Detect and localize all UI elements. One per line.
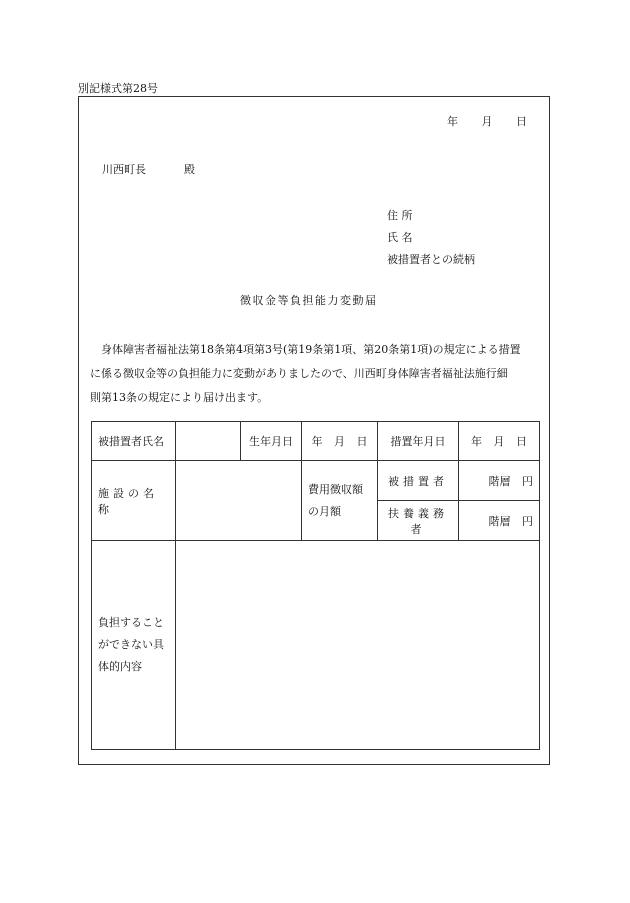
placed-person-fee-field[interactable]: 階層 円 <box>459 461 540 501</box>
monthly-fee-label-line: の月額 <box>308 504 341 518</box>
addressee-honorific: 殿 <box>184 163 195 176</box>
form-number: 別記様式第28号 <box>78 82 158 95</box>
applicant-name-label: 氏 名 <box>387 231 413 244</box>
inability-details-field[interactable] <box>176 541 540 750</box>
monthly-fee-label-line: 費用徴収額 <box>308 482 363 496</box>
person-name-label: 被措置者氏名 <box>92 422 176 461</box>
body-text <box>90 338 536 410</box>
details-table <box>91 421 540 750</box>
body-line: に係る徴収金等の負担能力に変動がありましたので、川西町身体障害者福祉法施行細 <box>90 367 508 380</box>
applicant-address-label: 住 所 <box>387 209 413 222</box>
supporter-label: 扶養義務者 <box>378 501 459 541</box>
birth-date-label: 生年月日 <box>241 422 302 461</box>
document-title: 徴収金等負担能力変動届 <box>240 294 378 307</box>
facility-name-field[interactable] <box>176 461 302 541</box>
applicant-relationship-label: 被措置者との続柄 <box>387 253 475 266</box>
body-line: 則第13条の規定により届け出ます。 <box>90 391 269 404</box>
applicant-block <box>387 205 475 271</box>
body-line: 身体障害者福祉法第18条第4項第3号(第19条第1項、第20条第1項)の規定による措置 <box>90 343 521 356</box>
inability-label-line: 負担すること <box>98 616 164 629</box>
birth-date-field[interactable]: 年 月 日 <box>302 422 378 461</box>
inability-label-line: 体的内容 <box>98 660 142 673</box>
monthly-fee-label <box>302 461 378 541</box>
inability-details-label <box>92 541 176 750</box>
placement-date-field[interactable]: 年 月 日 <box>459 422 540 461</box>
supporter-fee-field[interactable]: 階層 円 <box>459 501 540 541</box>
inability-label-line: ができない具 <box>98 638 164 651</box>
table-row <box>92 461 540 501</box>
table-row <box>92 422 540 461</box>
addressee <box>102 161 195 177</box>
person-name-field[interactable] <box>176 422 241 461</box>
submission-date: 年 月 日 <box>447 115 527 128</box>
facility-name-label: 施設の名称 <box>92 461 176 541</box>
placement-date-label: 措置年月日 <box>378 422 459 461</box>
addressee-name: 川西町長 <box>102 163 146 176</box>
table-row <box>92 541 540 750</box>
placed-person-label: 被措置者 <box>378 461 459 501</box>
